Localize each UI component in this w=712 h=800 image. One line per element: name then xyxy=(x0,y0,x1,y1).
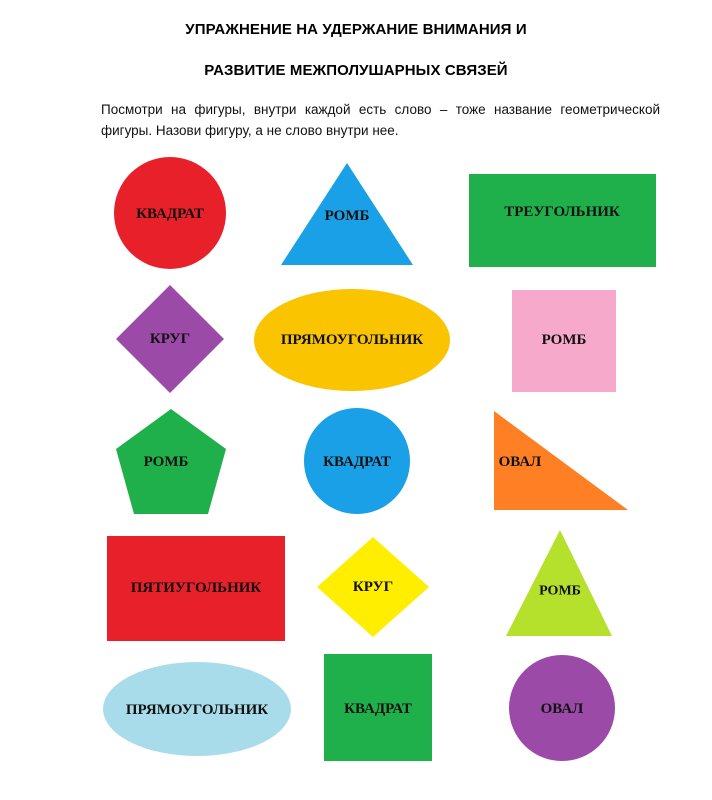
exercise-title-line-1: УПРАЖНЕНИЕ НА УДЕРЖАНИЕ ВНИМАНИЯ И xyxy=(185,21,527,38)
shape-9-right-triangle xyxy=(494,411,628,510)
shape-4-rhombus xyxy=(116,285,224,393)
shape-14-square xyxy=(324,654,432,761)
shape-1-label: КВАДРАТ xyxy=(136,206,204,222)
shape-8-circle xyxy=(304,408,410,514)
shape-13-oval xyxy=(103,662,291,756)
shape-6-square xyxy=(512,290,616,392)
shape-4-label: КРУГ xyxy=(149,331,191,347)
shape-9-label: ОВАЛ xyxy=(498,454,542,470)
shape-3-label: ТРЕУГОЛЬНИК xyxy=(504,204,620,220)
shape-6-label: РОМБ xyxy=(541,332,587,348)
exercise-title-line-2: РАЗВИТИЕ МЕЖПОЛУШАРНЫХ СВЯЗЕЙ xyxy=(204,62,508,79)
shape-1-circle xyxy=(114,157,226,269)
shape-2-label: РОМБ xyxy=(324,208,370,224)
shape-11-label: КРУГ xyxy=(352,579,394,595)
shape-7-label: РОМБ xyxy=(143,454,189,470)
shape-15-circle xyxy=(509,655,615,761)
shape-7-pentagon xyxy=(116,409,226,514)
shape-14-label: КВАДРАТ xyxy=(344,701,412,717)
shape-fill xyxy=(469,174,656,267)
shape-10-label: ПЯТИУГОЛЬНИК xyxy=(130,580,262,596)
shape-13-label: ПРЯМОУГОЛЬНИК xyxy=(125,702,269,718)
shape-5-oval xyxy=(254,289,450,391)
shape-15-label: ОВАЛ xyxy=(540,701,584,717)
shape-5-label: ПРЯМОУГОЛЬНИК xyxy=(280,332,424,348)
shape-3-rectangle xyxy=(469,174,656,267)
shape-12-label: РОМБ xyxy=(539,583,581,599)
shape-11-rhombus xyxy=(317,537,429,637)
instruction-text: Посмотри на фигуры, внутри каждой есть слово – тоже название геометрической фигуры. Назови фигуру, а не слово внутри нее. xyxy=(101,102,660,138)
shape-12-triangle xyxy=(506,530,612,636)
shape-10-rectangle xyxy=(107,536,285,641)
shape-8-label: КВАДРАТ xyxy=(323,454,391,470)
shape-2-triangle xyxy=(281,163,413,265)
